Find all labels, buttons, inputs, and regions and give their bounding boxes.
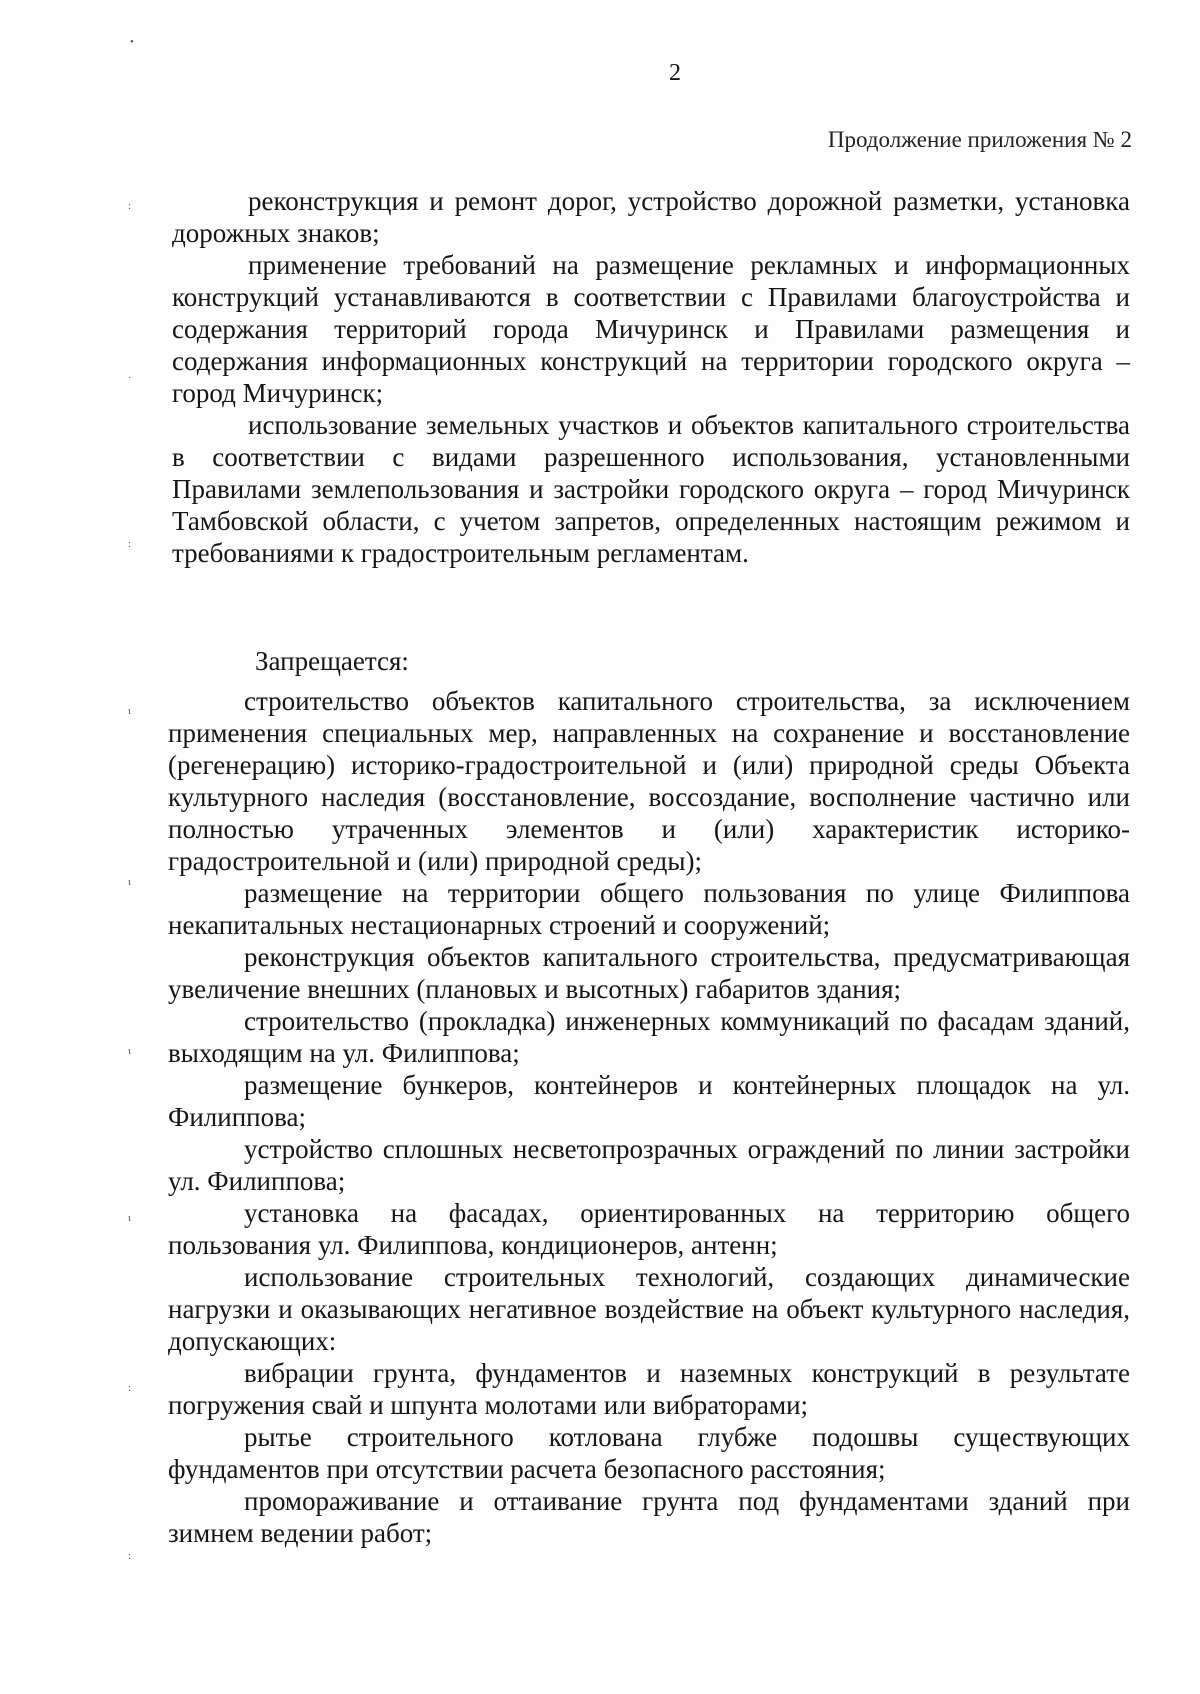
prohibited-heading: Запрещается:: [255, 646, 409, 676]
permitted-activities-section: [172, 185, 1130, 569]
scan-speck: :: [128, 1382, 132, 1394]
prohibited-activities-section: [168, 685, 1130, 1549]
scan-speck: •: [130, 36, 134, 48]
paragraph: устройство сплошных несветопрозрачных ограждений по линии застройки ул. Филиппова;: [168, 1134, 1130, 1196]
scan-speck: ι: [128, 705, 131, 717]
scan-speck: ι: [128, 1045, 131, 1057]
paragraph: реконструкция и ремонт дорог, устройство дорожной разметки, установка дорожных знаков;: [172, 186, 1130, 248]
paragraph: использование земельных участков и объектов капитального строительства в соответствии с видами разрешенного использования, установленными Правилами землепользования и застройки городского округа – город Мичуринск Тамбовской области, с учетом запретов, определенных настоящим режимом и требованиями к градостроительным регламентам.: [172, 410, 1130, 568]
paragraph: промораживание и оттаивание грунта под фундаментами зданий при зимнем ведении работ;: [168, 1486, 1130, 1548]
paragraph: применение требований на размещение рекламных и информационных конструкций устанавливаются в соответствии с Правилами благоустройства и содержания территорий города Мичуринск и Правилами размещения и содержания информационных конструкций на территории городского округа – город Мичуринск;: [172, 250, 1130, 408]
page-number: 2: [669, 60, 681, 86]
appendix-continuation-note: Продолжение приложения № 2: [827, 127, 1132, 152]
paragraph: строительство (прокладка) инженерных коммуникаций по фасадам зданий, выходящим на ул. Филиппова;: [168, 1006, 1130, 1068]
paragraph: вибрации грунта, фундаментов и наземных конструкций в результате погружения свай и шпунта молотами или вибраторами;: [168, 1358, 1130, 1420]
scan-speck: :: [128, 1550, 132, 1562]
paragraph: строительство объектов капитального строительства, за исключением применения специальных мер, направленных на сохранение и восстановление (регенерацию) историко-градостроительной и (или) природной среды Объекта культурного наследия (восстановление, воссоздание, восполнение частично или полностью утраченных элементов и (или) характеристик историко-градостроительной и (или) природной среды);: [168, 686, 1130, 876]
paragraph: использование строительных технологий, создающих динамические нагрузки и оказывающих негативное воздействие на объект культурного наследия, допускающих:: [168, 1262, 1130, 1356]
scan-speck: ι: [128, 1212, 131, 1224]
scan-speck: ·: [128, 372, 132, 384]
paragraph: размещение бункеров, контейнеров и контейнерных площадок на ул. Филиппова;: [168, 1070, 1130, 1132]
scan-speck: ι: [128, 876, 131, 888]
scan-speck: :: [128, 200, 132, 212]
paragraph: размещение на территории общего пользования по улице Филиппова некапитальных нестационарных строений и сооружений;: [168, 878, 1130, 940]
paragraph: реконструкция объектов капитального строительства, предусматривающая увеличение внешних (плановых и высотных) габаритов здания;: [168, 942, 1130, 1004]
paragraph: установка на фасадах, ориентированных на территорию общего пользования ул. Филиппова, кондиционеров, антенн;: [168, 1198, 1130, 1260]
paragraph: рытье строительного котлована глубже подошвы существующих фундаментов при отсутствии расчета безопасного расстояния;: [168, 1422, 1130, 1484]
scan-speck: :: [128, 538, 132, 550]
